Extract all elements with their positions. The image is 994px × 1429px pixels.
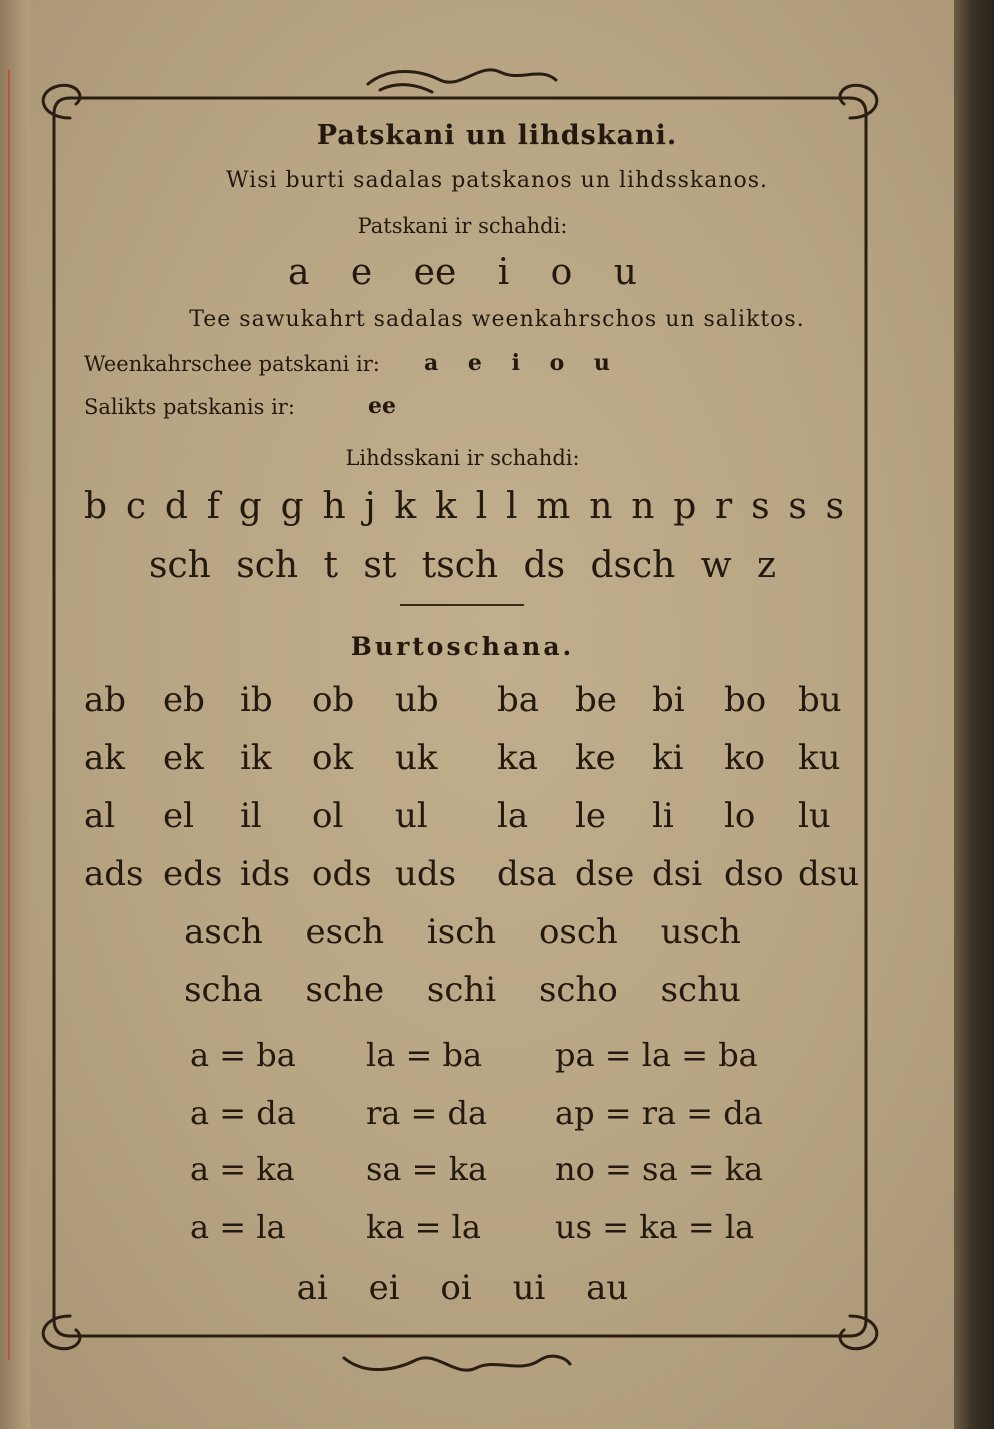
syllable-row-asch: asch esch isch osch usch — [184, 912, 741, 952]
syllable: bi — [652, 680, 685, 720]
syllable: dso — [724, 854, 784, 894]
syllable: ob — [312, 680, 355, 720]
compound-vowel-letters: ee — [368, 393, 396, 419]
short-vowels-label: Weenkahrschee patskani ir: — [84, 352, 380, 376]
vowels-label: Patskani ir schahdi: — [357, 214, 568, 238]
diphthongs-row: ai ei oi ui au — [296, 1268, 629, 1308]
syllable: dsu — [798, 854, 860, 894]
compound-syllable: us = ka = la — [555, 1208, 755, 1246]
syllable: la — [497, 796, 529, 836]
compound-syllable: no = sa = ka — [555, 1150, 764, 1188]
consonant: r — [715, 486, 733, 527]
consonant: l — [505, 486, 518, 527]
syllable: le — [575, 796, 606, 836]
compound-vowel-label: Salikts patskanis ir: — [84, 395, 295, 419]
syllable: ods — [312, 854, 372, 894]
frame-corner-br — [840, 1316, 877, 1349]
consonant: s — [788, 486, 807, 527]
syllable: al — [84, 796, 116, 836]
syllable: ak — [84, 738, 125, 778]
consonant: s — [751, 486, 770, 527]
syllable: ids — [240, 854, 291, 894]
consonant: l — [475, 486, 488, 527]
syllable: ku — [798, 738, 841, 778]
practice-heading: Burtoschana. — [350, 632, 575, 661]
consonant-row-1 — [84, 486, 844, 527]
syllable: ba — [497, 680, 540, 720]
section-divider — [400, 604, 524, 606]
compound-syllable: sa = ka — [366, 1150, 488, 1188]
consonant-row-2: sch sch t st tsch ds dsch w z — [148, 545, 777, 586]
syllable: ib — [240, 680, 273, 720]
syllable: ads — [84, 854, 144, 894]
compound-syllable: pa = la = ba — [555, 1036, 758, 1074]
syllable: dse — [575, 854, 635, 894]
syllable: il — [240, 796, 262, 836]
compound-syllable: la = ba — [366, 1036, 483, 1074]
syllable: eb — [163, 680, 205, 720]
syllable: bo — [724, 680, 767, 720]
syllable: ka — [497, 738, 538, 778]
consonant: f — [206, 486, 220, 527]
top-flourish — [368, 70, 556, 92]
page-title: Patskani un lihdskani. — [316, 120, 678, 151]
compound-syllable: a = da — [190, 1094, 296, 1132]
intro-sentence: Wisi burti sadalas patskanos un lihdsskanos. — [225, 168, 769, 193]
consonant: h — [322, 486, 346, 527]
frame-corner-tr — [840, 85, 877, 118]
frame-corner-tl — [43, 85, 80, 118]
consonant: m — [536, 486, 571, 527]
syllable: dsi — [652, 854, 703, 894]
syllable: ik — [240, 738, 272, 778]
consonant: k — [394, 486, 417, 527]
syllable: eds — [163, 854, 223, 894]
syllable: ub — [395, 680, 439, 720]
consonant: n — [631, 486, 655, 527]
consonant: g — [280, 486, 304, 527]
syllable: ul — [395, 796, 428, 836]
vowel-letters: a e ee i o u — [288, 252, 637, 293]
syllable: bu — [798, 680, 842, 720]
vowel-classes-sentence: Tee sawukahrt sadalas weenkahrschos un saliktos. — [189, 307, 805, 332]
syllable: lu — [798, 796, 831, 836]
syllable: uds — [395, 854, 457, 894]
syllable: ek — [163, 738, 204, 778]
syllable: lo — [724, 796, 756, 836]
syllable: ki — [652, 738, 684, 778]
consonant: p — [673, 486, 697, 527]
consonant: g — [238, 486, 262, 527]
syllable: ko — [724, 738, 766, 778]
short-vowel-letters: a e i o u — [424, 350, 610, 376]
syllable: uk — [395, 738, 438, 778]
consonant: c — [125, 486, 147, 527]
compound-syllable: a = ba — [190, 1036, 296, 1074]
syllable: li — [652, 796, 674, 836]
consonant: k — [435, 486, 457, 527]
compound-syllable: a = ka — [190, 1150, 295, 1188]
frame-corner-bl — [43, 1316, 80, 1349]
syllable: ol — [312, 796, 344, 836]
syllable: be — [575, 680, 617, 720]
consonant: b — [84, 486, 108, 527]
syllable: ab — [84, 680, 127, 720]
consonant: d — [164, 486, 188, 527]
syllable: ke — [575, 738, 616, 778]
syllable: dsa — [497, 854, 557, 894]
bottom-flourish — [344, 1356, 570, 1370]
syllable: el — [163, 796, 194, 836]
consonant: s — [825, 486, 845, 527]
compound-syllable: ka = la — [366, 1208, 481, 1246]
compound-syllable: ap = ra = da — [555, 1094, 763, 1132]
consonants-label: Lihdsskani ir schahdi: — [345, 446, 580, 470]
consonant: j — [364, 486, 376, 527]
syllable-row-scha: scha sche schi scho schu — [184, 970, 741, 1010]
syllable: ok — [312, 738, 354, 778]
consonant: n — [589, 486, 613, 527]
compound-syllable: ra = da — [366, 1094, 488, 1132]
compound-syllable: a = la — [190, 1208, 286, 1246]
